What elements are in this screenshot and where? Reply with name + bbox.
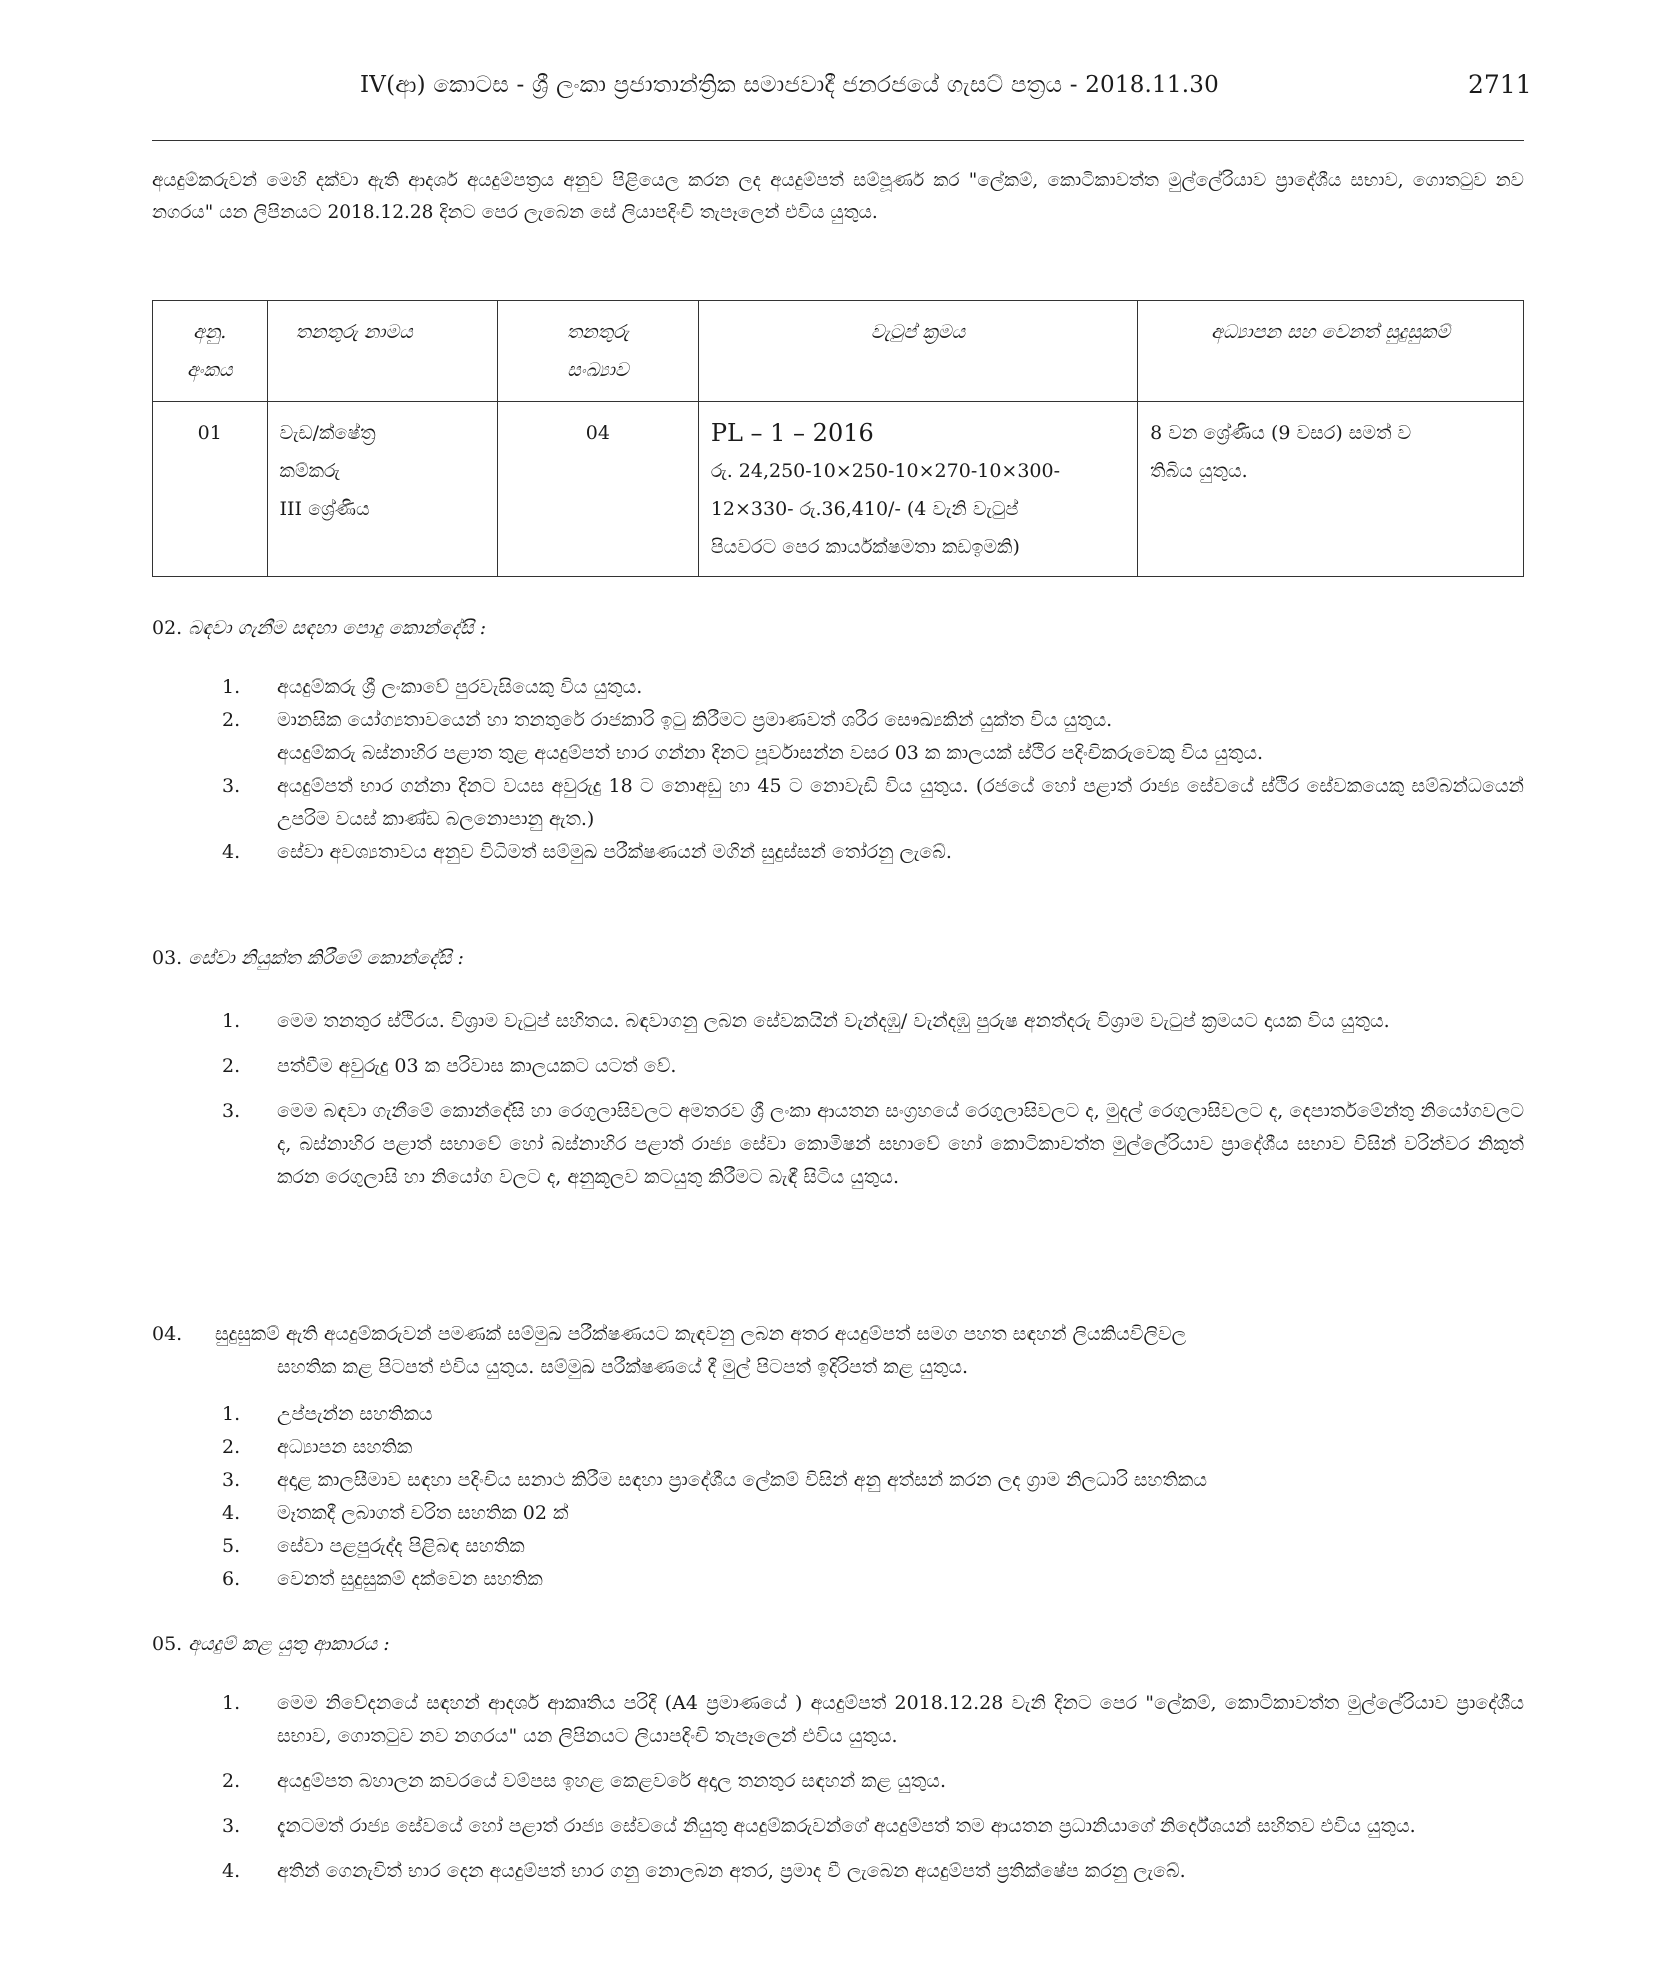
vacancy-table <box>152 300 1524 577</box>
header-qualifications: අධ්‍යාපන සහ වෙනත් සුදුසුකම් <box>1138 301 1524 402</box>
section-02-list <box>152 671 1524 869</box>
header-post-name: තනතුරු නාමය <box>267 301 497 402</box>
section-04-rest: සහතික කළ පිටපත් එවිය යුතුය. සම්මුඛ පරීක්ෂණයේ දී මුල් පිටපත් ඉදිරිපත් කළ යුතුය. <box>277 1356 969 1378</box>
list-item: 2. මානසික යෝග්‍යතාවයෙන් හා තනතුරේ රාජකාරි ඉටු කිරීමට ප්‍රමාණවත් ශරීර සෞඛ්‍යකින් යුක්ත විය යුතුය. අයදුම්කරු බස්නාහිර පළාත තුළ අයදුම්පත් භාර ගන්නා දිනට පූර්වාසන්න වසර 03 ක කාලයක් ස්ථිර පදිංචිකරුවෙකු විය යුතුය. <box>222 709 1264 764</box>
salary-line1: රු. 24,250-10×250-10×270-10×300- <box>710 460 1061 482</box>
list-item: 6. වෙනත් සුදුසුකම් දක්වෙන සහතික <box>222 1568 543 1590</box>
salary-code: PL – 1 – 2016 <box>710 419 874 447</box>
list-item: 4. සේවා අවශ්‍යතාවය අනුව විධිමත් සම්මුඛ පරීක්ෂණයන් මගින් සුදුස්සන් තෝරනු ලැබේ. <box>222 841 952 863</box>
list-item: 5. සේවා පළපුරුද්ද පිළිබඳ සහතික <box>222 1535 525 1557</box>
cell-post-count: 04 <box>497 402 698 577</box>
list-item: 2. අධ්‍යාපන සහතික <box>222 1436 413 1458</box>
header-count-line2: සංඛ්‍යාව <box>567 359 629 381</box>
section-04-paragraph: 04. සුදුසුකම් ඇති අයදුම්කරුවන් පමණක් සම්මුඛ පරීක්ෂණයට කැඳවනු ලබන අතර අයදුම්පත් සමග පහත සඳහන් ලියකියවිලිවල සහතික කළ පිටපත් එවිය යුතුය. සම්මුඛ පරීක්ෂණයේ දී මුල් පිටපත් ඉදිරිපත් කළ යුතුය. <box>152 1318 1524 1384</box>
list-item: 2. අයදුම්පත බහාලන කවරයේ වම්පස ඉහළ කෙළවරේ අදාල තනතුර සඳහන් කළ යුතුය. <box>222 1770 947 1792</box>
list-item: 3. අයදුම්පත් භාර ගන්නා දිනට වයස අවුරුදු 18 ට නොඅඩු හා 45 ට නොවැඩි විය යුතුය. (රජයේ හෝ පළාත් රාජ්‍ය සේවයේ ස්ථිර සේවකයෙකු සම්බන්ධයෙන් උපරිම වයස් කාණ්ඩ බලනොපානු ඇත.) <box>222 775 1524 830</box>
cell-qualifications <box>1138 402 1524 577</box>
section-03-list <box>152 1005 1524 1194</box>
header-rule <box>152 140 1524 141</box>
list-item: 1. අයදුම්කරු ශ්‍රී ලංකාවේ පුරවැසියෙකු විය යුතුය. <box>222 676 643 698</box>
post-name-line2: කම්කරු <box>279 460 340 482</box>
section-05-title: 05. අයදුම් කළ යුතු ආකාරය : <box>152 1633 390 1655</box>
list-item: 1. මෙම නිවේදනයේ සඳහන් ආදර්ශ ආකෘතිය පරිදි (A4 ප්‍රමාණයේ ) අයදුම්පත් 2018.12.28 වැනි දිනට පෙර "ලේකම්, කොටිකාවත්ත මුල්ලේරියාව ප්‍රාදේශීය සභාව, ගොතටුව නව නගරය" යන ලිපිනයට ලියාපදිංචි තැපෑලෙන් එවිය යුතුය. <box>222 1692 1524 1747</box>
header-count-line1: තනතුරු <box>566 321 629 343</box>
section-03 <box>152 942 1524 1194</box>
post-name-line3: III ශ්‍රේණිය <box>279 498 370 520</box>
salary-line3: පියවරට පෙර කාර්යක්ෂමතා කඩඉමකි) <box>710 536 1020 558</box>
header-serial-line2: අංකය <box>186 359 233 381</box>
list-item: 4. අතින් ගෙනැවිත් භාර දෙන අයදුම්පත් භාර ගනු නොලබන අතර, ප්‍රමාද වී ලැබෙන අයදුම්පත් ප්‍රතික්ෂේප කරනු ලැබේ. <box>222 1860 1186 1882</box>
gazette-header-title: IV(ආ) කොටස - ශ්‍රී ලංකා ප්‍රජාතාන්ත්‍රික සමාජවාදී ජනරජයේ ගැසට් පත්‍රය - 2018.11.30 <box>360 72 1219 98</box>
list-item: 3. අදාළ කාලසීමාව සඳහා පදිංචිය සනාථ කිරීම සඳහා ප්‍රාදේශීය ලේකම් විසින් අනු අත්සන් කරන ලද ග්‍රාම නිලධාරි සහතිකය <box>222 1469 1207 1491</box>
section-03-title: 03. සේවා නියුක්ත කිරීමේ කොන්දේසි : <box>152 947 464 969</box>
section-02 <box>152 612 1524 869</box>
list-item: 2. පත්වීම අවුරුදු 03 ක පරිවාස කාලයකට යටත් වේ. <box>222 1055 677 1077</box>
header-serial-no <box>153 301 268 402</box>
section-04-list <box>152 1398 1524 1596</box>
header-serial-line1: අනු. <box>193 321 227 343</box>
list-item: 1. මෙම තනතුර ස්ථිරය. විශ්‍රාම වැටුප් සහිතය. බඳවාගනු ලබන සේවකයින් වැන්දඹු/ වැන්දඹු පුරුෂ අනත්දරු විශ්‍රාම වැටුප් ක්‍රමයට දායක විය යුතුය. <box>222 1010 1390 1032</box>
section-02-title: 02. බඳවා ගැනීම සඳහා පොදු කොන්දේසි : <box>152 617 487 639</box>
section-04 <box>152 1318 1524 1596</box>
list-item: 3. දැනටමත් රාජ්‍ය සේවයේ හෝ පළාත් රාජ්‍ය සේවයේ නියුතු අයදුම්කරුවන්ගේ අයදුම්පත් තම ආයතන ප්‍රධානියාගේ නිර්දේශයන් සහිතව එවිය යුතුය. <box>222 1815 1416 1837</box>
cell-post-name <box>267 402 497 577</box>
header-salary-scale: වැටුප් ක්‍රමය <box>698 301 1137 402</box>
header-post-count <box>497 301 698 402</box>
list-item: 1. උප්පැන්න සහතිකය <box>222 1403 433 1425</box>
cell-serial-no: 01 <box>153 402 268 577</box>
intro-paragraph: අයදුම්කරුවන් මෙහි දක්වා ඇති ආදර්ශ අයදුම්පත්‍රය අනුව පිළියෙල කරන ලද අයදුම්පත් සම්පූර්ණ කර "ලේකම්, කොටිකාවත්ත මුල්ලේරියාව ප්‍රාදේශීය සභාව, ගොතටුව නව නගරය" යන ලිපිනයට 2018.12.28 දිනට පෙර ලැබෙන සේ ලියාපදිංචි තැපෑලෙන් එවිය යුතුය. <box>152 170 1524 223</box>
list-item: 4. මෑතකදී ලබාගත් චරිත සහතික 02 ක් <box>222 1502 569 1524</box>
cell-salary-scale <box>698 402 1137 577</box>
section-04-first-line: සුදුසුකම් ඇති අයදුම්කරුවන් පමණක් සම්මුඛ පරීක්ෂණයට කැඳවනු ලබන අතර අයදුම්පත් සමග පහත සඳහන් ලියකියවිලිවල <box>215 1323 1187 1345</box>
table-row <box>153 402 1524 577</box>
post-name-line1: වැඩ/ක්ෂේත්‍ර <box>279 422 376 444</box>
section-05 <box>152 1628 1524 1888</box>
salary-line2: 12×330- රු.36,410/- (4 වැනි වැටුප් <box>710 498 1019 520</box>
qualifications-line1: 8 වන ශ්‍රේණිය (9 වසර) සමත් ව <box>1150 422 1412 444</box>
qualifications-line2: තිබිය යුතුය. <box>1150 460 1248 482</box>
list-item: 3. මෙම බඳවා ගැනීමේ කොන්දේසි හා රෙගුලාසිවලට අමතරව ශ්‍රී ලංකා ආයතන සංග්‍රහයේ රෙගුලාසිවලට ද, මුදල් රෙගුලාසිවලට ද, දෙපාර්තමේන්තු නියෝගවලට ද, බස්නාහිර පළාත් සභාවේ හෝ බස්නාහිර පළාත් රාජ්‍ය සේවා කොමිෂන් සභාවේ හෝ කොටිකාවත්ත මුල්ලේරියාව ප්‍රාදේශීය සභාව විසින් වරින්වර නිකුත් කරන රෙගුලාසි හා නියෝග වලට ද, අනුකූලව කටයුතු කිරීමට බැඳී සිටිය යුතුය. <box>222 1100 1524 1188</box>
section-05-list <box>152 1687 1524 1888</box>
table-header-row <box>153 301 1524 402</box>
page-number: 2711 <box>1468 70 1532 99</box>
